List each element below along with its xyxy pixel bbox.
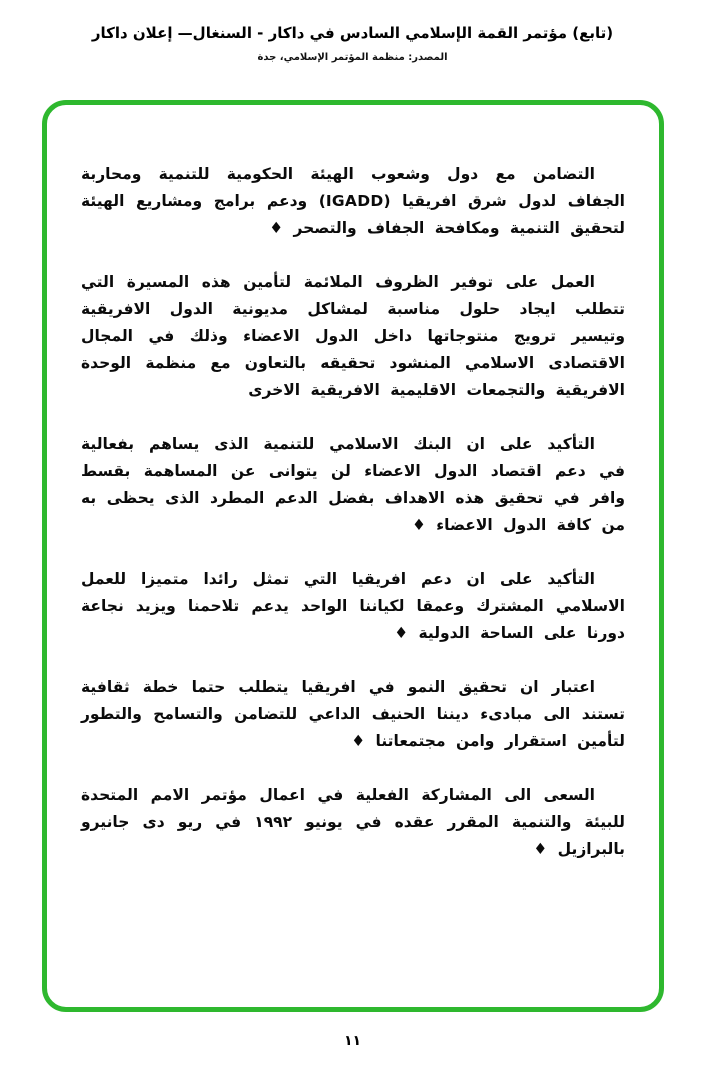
document-header: [0, 24, 705, 63]
content-border-box: [42, 100, 664, 1012]
document-body: [81, 161, 625, 863]
page-number: ١١: [343, 1033, 362, 1049]
document-title: (تابع) مؤتمر القمة الإسلامي السادس في داكار - السنغال— إعلان داكار: [91, 24, 614, 42]
document-source: المصدر: منظمة المؤتمر الإسلامي، جدة: [257, 52, 448, 63]
paragraph-support-africa: التأكيد على ان دعم افريقيا التي تمثل رائدا متميزا للعمل الاسلامي المشترك وعمقا لكياننا الواحد يدعم تلاحمنا ويزيد نجاعة دورنا على الساحة الدولية ♦: [81, 570, 625, 642]
paragraph-un-conference-rio: السعى الى المشاركة الفعلية في اعمال مؤتمر الامم المتحدة للبيئة والتنمية المقرر عقده في يونيو ١٩٩٢ في ريو دى جانيرو بالبرازيل ♦: [81, 786, 626, 858]
paragraph-islamic-development-bank: التأكيد على ان البنك الاسلامي للتنمية الذى يساهم بفعالية في دعم اقتصاد الدول الاعضاء لن يتوانى عن المساهمة بقسط وافر في تحقيق هذه الاهداف بفضل الدعم المطرد الذى يحظى به من كافة الدول الاعضاء ♦: [81, 435, 625, 534]
paragraph-solidarity-igadd: التضامن مع دول وشعوب الهيئة الحكومية للتنمية ومحاربة الجفاف لدول شرق افريقيا (IGADD) ودعم برامج ومشاريع الهيئة لتحقيق التنمية ومكافحة الجفاف والتصحر ♦: [81, 165, 625, 237]
paragraph-cultural-plan: اعتبار ان تحقيق النمو في افريقيا يتطلب حتما خطة ثقافية تستند الى مبادىء ديننا الحنيف الداعي للتضامن والتسامح والتطور لتأمين استقرار وامن مجتمعاتنا ♦: [81, 678, 625, 750]
paragraph-favorable-conditions: العمل على توفير الظروف الملائمة لتأمين هذه المسيرة التي تتطلب ايجاد حلول مناسبة لمشاكل مديونية الدول الافريقية وتيسير ترويج منتوجاتها داخل الدول الاعضاء وذلك في المجال الاقتصادى الاسلامي المنشود تحقيقه بالتعاون مع منظمة الوحدة الافريقية والتجمعات الاقليمية الافريقية الاخرى: [81, 273, 625, 399]
